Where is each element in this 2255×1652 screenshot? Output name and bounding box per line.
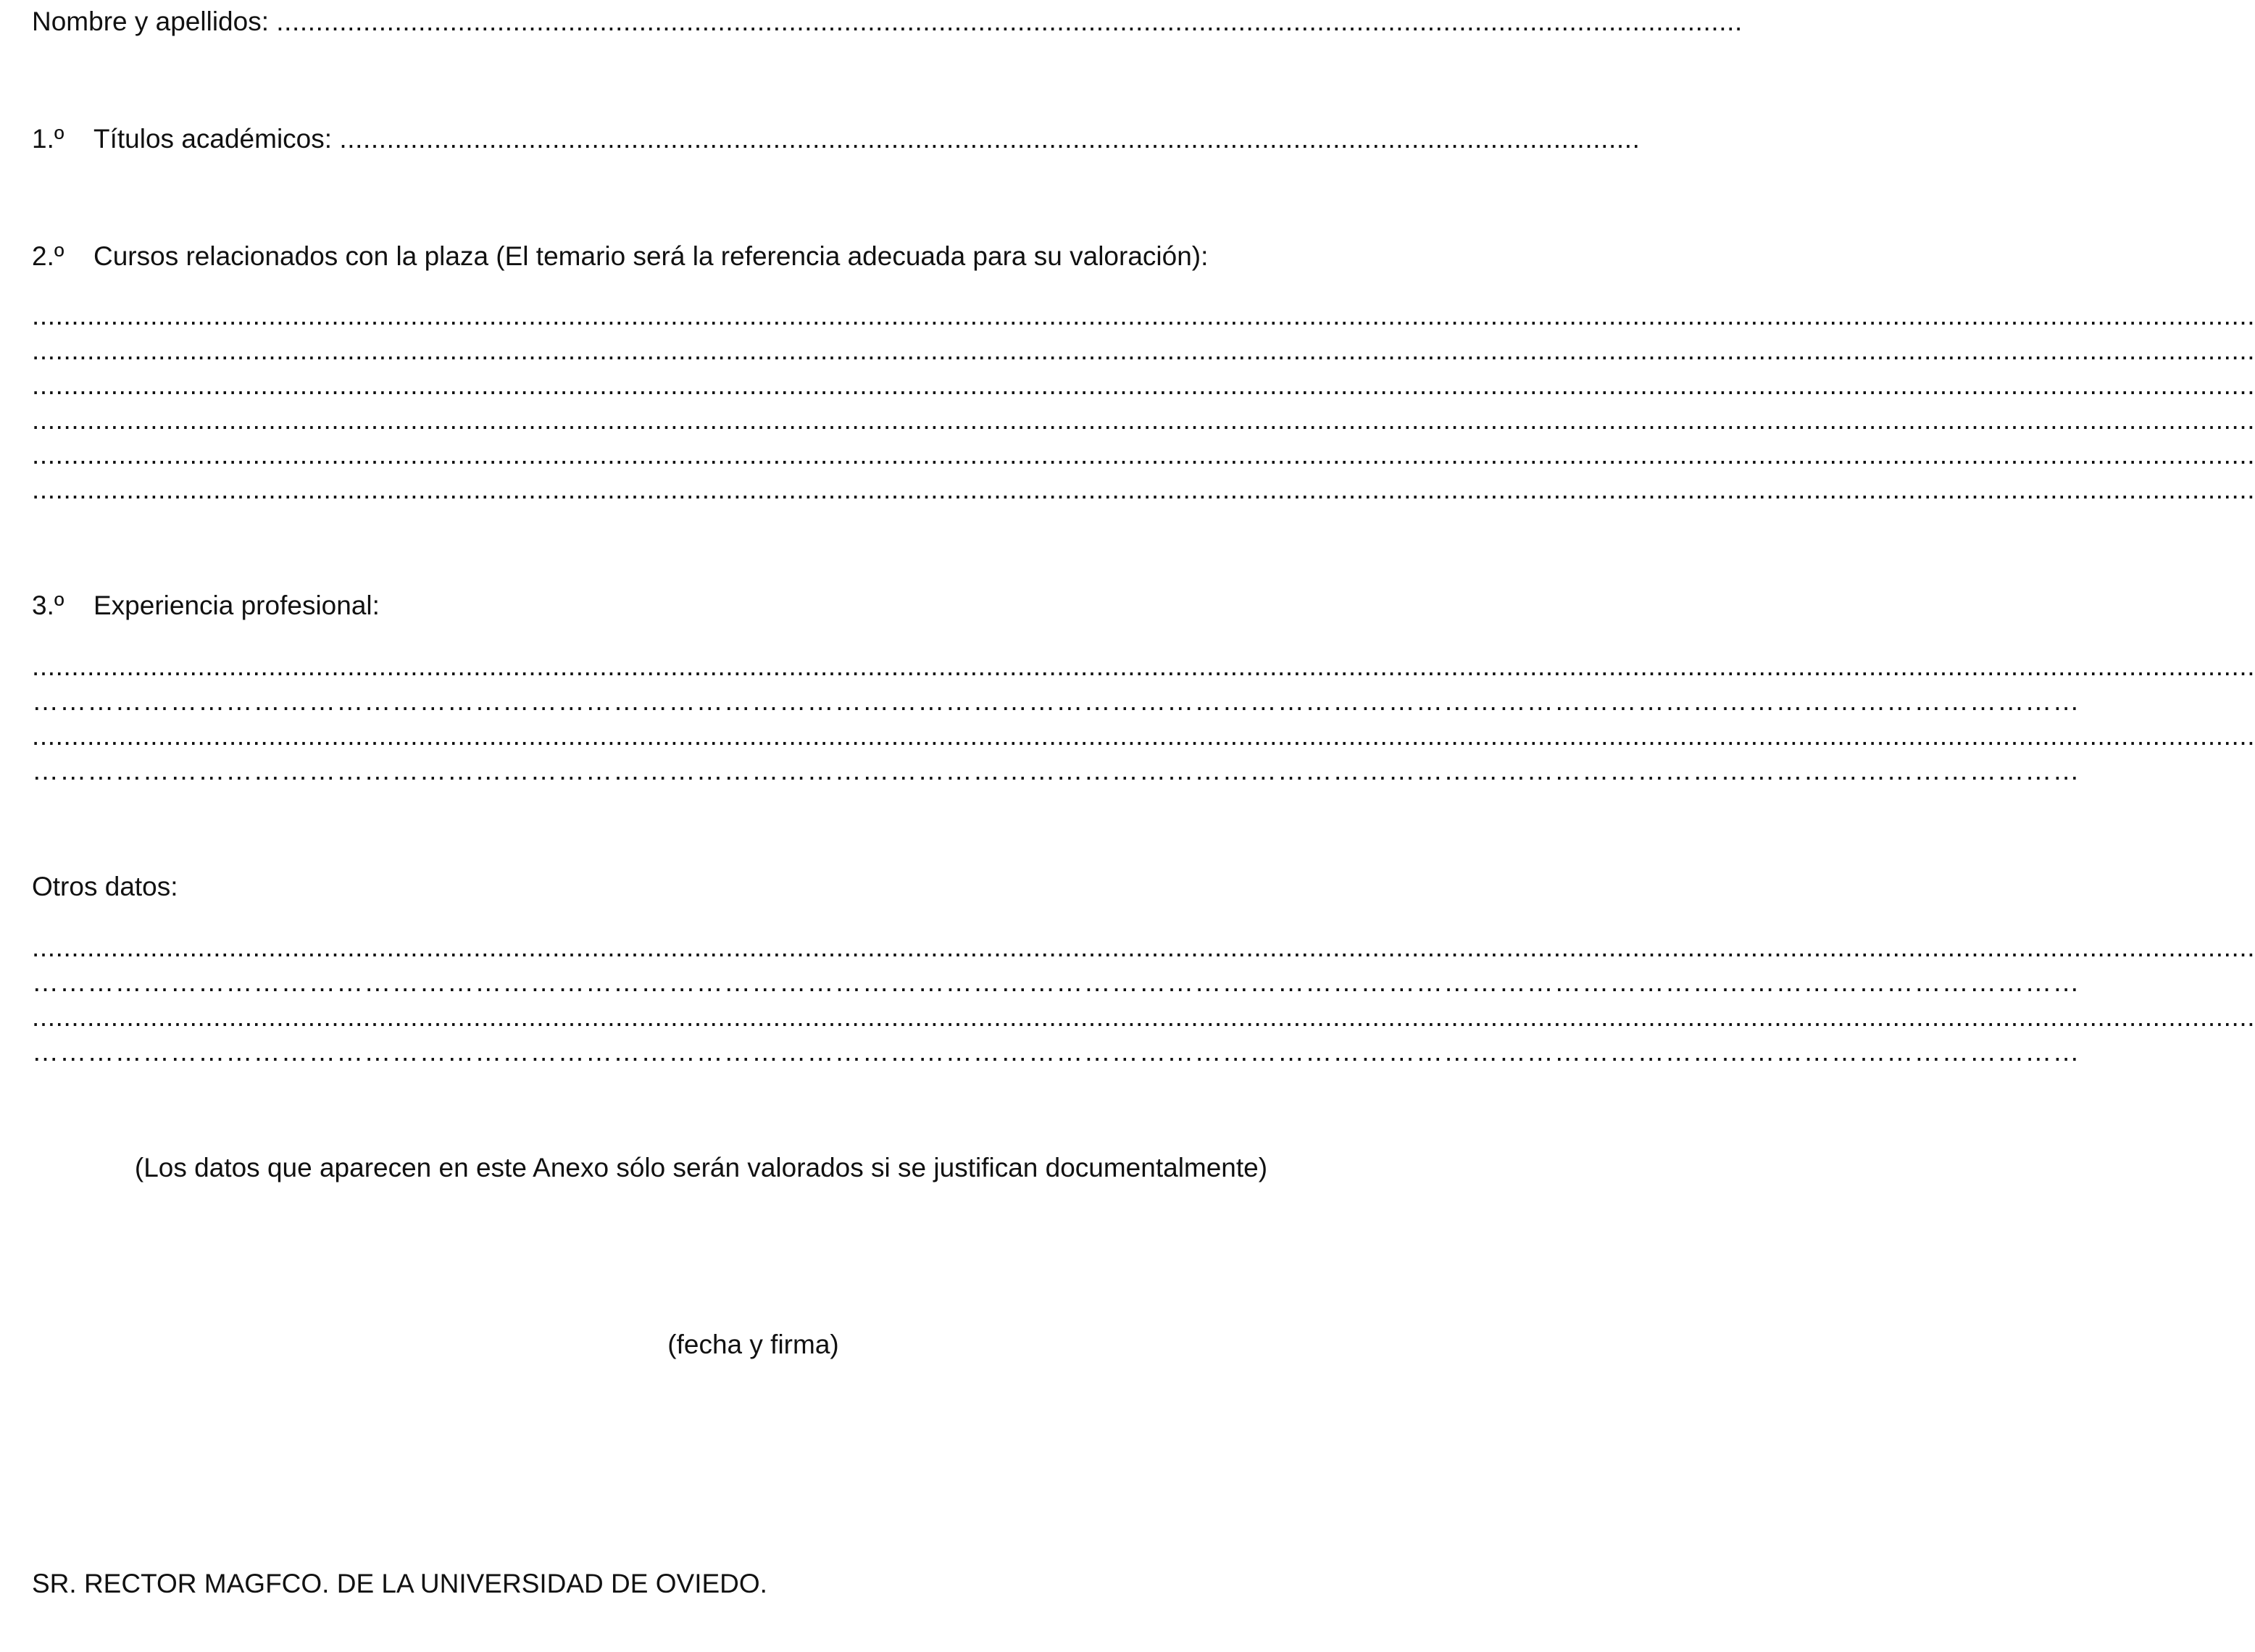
courses-dotted-line[interactable]: .......................................................................................................................................................................................................................................................................................... (32, 475, 2255, 504)
name-row (32, 6, 1743, 38)
addressee: SR. RECTOR MAGFCO. DE LA UNIVERSIDAD DE OVIEDO. (32, 1569, 767, 1598)
item3-row (32, 590, 380, 622)
experience-dotted-line[interactable]: …………………………………………………………………………………………………………………………………………………………………………………………………… (32, 756, 2080, 785)
courses-dotted-line[interactable]: .......................................................................................................................................................................................................................................................................................... (32, 440, 2255, 470)
item1-label: Títulos académicos: (93, 124, 333, 154)
other-label: Otros datos: (32, 872, 178, 901)
item2-row (32, 241, 1208, 272)
other-dotted-line[interactable]: .......................................................................................................................................................................................................................................................................................... (32, 1002, 2255, 1032)
experience-dotted-line[interactable]: .......................................................................................................................................................................................................................................................................................... (32, 721, 2255, 751)
item1-dotted-line[interactable]: ..................................................................................................................................................................... (339, 124, 1641, 154)
item2-number: 2.º (32, 241, 64, 271)
item3-number: 3.º (32, 591, 64, 620)
experience-dotted-line[interactable]: …………………………………………………………………………………………………………………………………………………………………………………………………… (32, 686, 2080, 716)
other-dotted-line[interactable]: …………………………………………………………………………………………………………………………………………………………………………………………………… (32, 967, 2080, 997)
courses-dotted-line[interactable]: .......................................................................................................................................................................................................................................................................................... (32, 405, 2255, 435)
other-dotted-line[interactable]: .......................................................................................................................................................................................................................................................................................... (32, 933, 2255, 962)
experience-dotted-line[interactable]: .......................................................................................................................................................................................................................................................................................... (32, 651, 2255, 681)
item1-number: 1.º (32, 124, 64, 154)
courses-dotted-line[interactable]: .......................................................................................................................................................................................................................................................................................... (32, 335, 2255, 365)
name-dotted-line[interactable]: .......................................................................................................................................................................................... (276, 7, 1743, 36)
item3-label: Experiencia profesional: (93, 591, 380, 620)
name-label: Nombre y apellidos: (32, 7, 269, 36)
item1-row (32, 123, 1641, 155)
item2-label: Cursos relacionados con la plaza (El temario será la referencia adecuada para su valoración): (93, 241, 1209, 271)
courses-dotted-line[interactable]: .......................................................................................................................................................................................................................................................................................... (32, 370, 2255, 400)
other-dotted-line[interactable]: …………………………………………………………………………………………………………………………………………………………………………………………………… (32, 1037, 2080, 1067)
justification-note: (Los datos que aparecen en este Anexo sólo serán valorados si se justifican documentalmente) (134, 1153, 1268, 1182)
date-signature-label: (fecha y firma) (667, 1330, 839, 1359)
courses-dotted-line[interactable]: .......................................................................................................................................................................................................................................................................................... (32, 301, 2255, 330)
